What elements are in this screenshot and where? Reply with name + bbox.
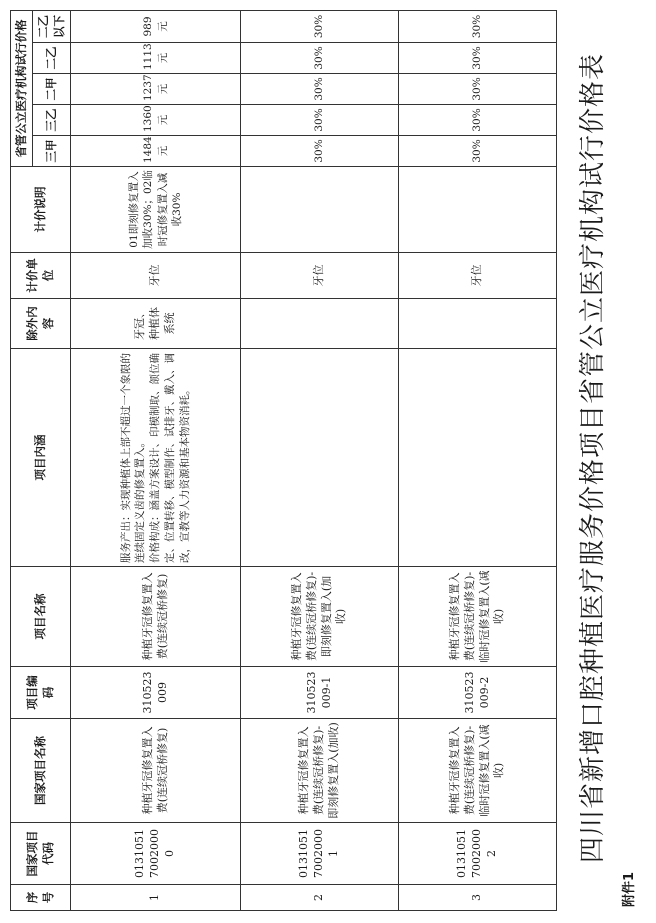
- cell-item-name: 种植牙冠修复置入费(连续冠桥修复)-临时冠修复置入(减收): [399, 567, 557, 667]
- cell-exclusion: [241, 299, 399, 349]
- cell-national-name: 种植牙冠修复置入费(连续冠桥修复)-即刻修复置入(加收): [241, 719, 399, 823]
- cell-national-code: 013105170020001: [241, 823, 399, 885]
- price-table: [10, 10, 557, 911]
- cell-price-2: 1360元: [71, 105, 241, 136]
- table-row: [399, 11, 557, 911]
- header-item-code: 项目编码: [11, 667, 71, 719]
- cell-national-name: 种植牙冠修复置入费(连续冠桥修复)-临时冠修复置入(减收): [399, 719, 557, 823]
- cell-unit: 牙位: [399, 253, 557, 299]
- header-row-1: [11, 11, 33, 911]
- header-content: 项目内涵: [11, 349, 71, 567]
- cell-seq: 3: [399, 885, 557, 911]
- cell-price-4: 30%: [399, 43, 557, 74]
- cell-content: [241, 349, 399, 567]
- cell-price-4: 1113元: [71, 43, 241, 74]
- cell-price-3: 1237元: [71, 74, 241, 105]
- cell-price-5: 989元: [71, 11, 241, 43]
- header-item-name: 项目名称: [11, 567, 71, 667]
- cell-price-2: 30%: [241, 105, 399, 136]
- table-row: [71, 11, 241, 911]
- cell-item-name: 种植牙冠修复置入费(连续冠桥修复)-即刻修复置入(加收): [241, 567, 399, 667]
- cell-price-1: 1484元: [71, 136, 241, 167]
- header-grade-5: 二乙以下: [33, 11, 71, 43]
- header-grade-4: 二乙: [33, 43, 71, 74]
- cell-price-5: 30%: [399, 11, 557, 43]
- header-exclusion: 除外内容: [11, 299, 71, 349]
- cell-price-4: 30%: [241, 43, 399, 74]
- cell-item-code: 310523009: [71, 667, 241, 719]
- header-price-group: 省管公立医疗机构试行价格: [11, 11, 33, 167]
- cell-pricing-note: [399, 167, 557, 253]
- cell-seq: 2: [241, 885, 399, 911]
- cell-price-1: 30%: [241, 136, 399, 167]
- cell-price-3: 30%: [241, 74, 399, 105]
- cell-national-name: 种植牙冠修复置入费(连续冠桥修复): [71, 719, 241, 823]
- table-row: [241, 11, 399, 911]
- cell-pricing-note: 01即刻修复置入加收30%；02临时冠修复置入减收30%: [71, 167, 241, 253]
- cell-seq: 1: [71, 885, 241, 911]
- cell-unit: 牙位: [241, 253, 399, 299]
- header-unit: 计价单位: [11, 253, 71, 299]
- cell-unit: 牙位: [71, 253, 241, 299]
- cell-exclusion: 牙冠、种植体系统: [71, 299, 241, 349]
- cell-national-code: 013105170020000: [71, 823, 241, 885]
- cell-price-1: 30%: [399, 136, 557, 167]
- page-title: 四川省新增口腔种植医疗服务价格项目省管公立医疗机构试行价格表: [578, 52, 608, 863]
- cell-price-2: 30%: [399, 105, 557, 136]
- header-grade-1: 三甲: [33, 136, 71, 167]
- cell-price-3: 30%: [399, 74, 557, 105]
- cell-item-name: 种植牙冠修复置入费(连续冠桥修复): [71, 567, 241, 667]
- header-seq: 序号: [11, 885, 71, 911]
- cell-pricing-note: [241, 167, 399, 253]
- attachment-label: 附件1: [622, 871, 637, 907]
- header-national-name: 国家项目名称: [11, 719, 71, 823]
- cell-content: [399, 349, 557, 567]
- cell-national-code: 013105170020002: [399, 823, 557, 885]
- cell-content: 服务产出：实现种植体上部不超过一个象限的连续固定义齿的修复置入。 价格构成：涵盖方案设计、印模制取、颌位确定、位置转移、模型制作、试排牙、戴入、调改，宣教等人力资源和基本物资消耗。: [71, 349, 241, 567]
- header-grade-3: 二甲: [33, 74, 71, 105]
- cell-item-code: 310523009-1: [241, 667, 399, 719]
- header-grade-2: 三乙: [33, 105, 71, 136]
- cell-exclusion: [399, 299, 557, 349]
- cell-price-5: 30%: [241, 11, 399, 43]
- cell-item-code: 310523009-2: [399, 667, 557, 719]
- header-pricing-note: 计价说明: [11, 167, 71, 253]
- header-national-code: 国家项目代码: [11, 823, 71, 885]
